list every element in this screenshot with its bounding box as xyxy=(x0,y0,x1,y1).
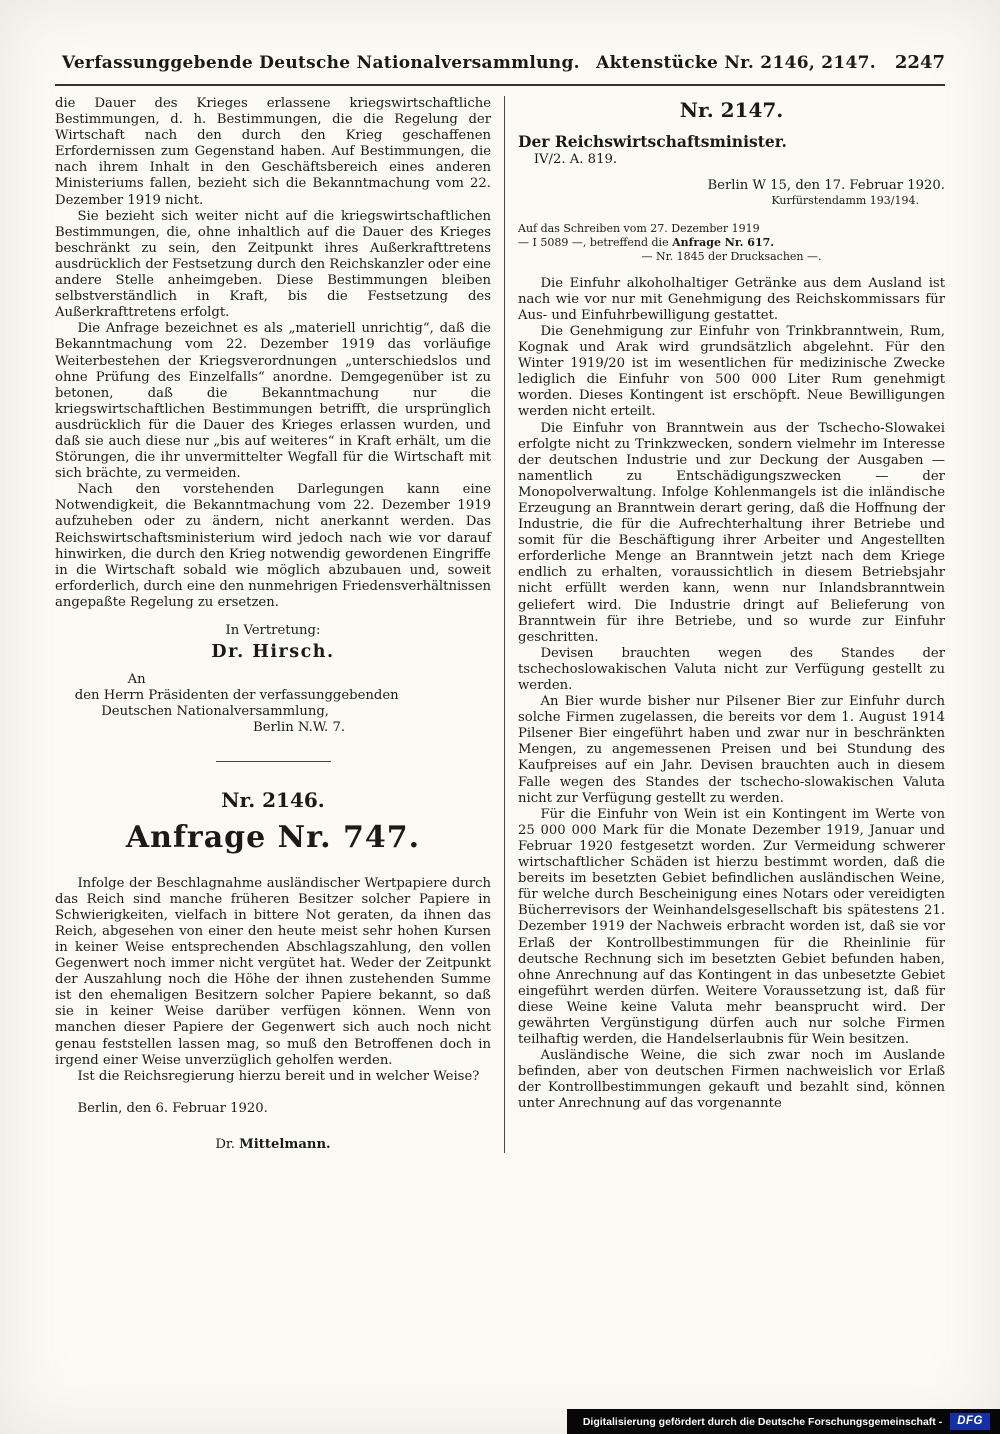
signature-capacity: In Vertretung: xyxy=(225,623,321,638)
paragraph: Infolge der Beschlagnahme ausländischer Wertpapiere durch das Reich sind manche früheren Besitzer solcher Papiere in Schwierigkeiten, vielfach in bittere Not geraten, da ihnen das Reich, abgesehen von einer den heute meist sehr hohen Kursen in keiner Weise entsprechenden Abschlagszahlung, den vollen Gegenwert noch immer nicht vergütet hat. Weder der Zeitpunkt der Auszahlung noch die Höhe der ihnen zustehenden Summe ist den ehemaligen Besitzern solcher Papiere bekannt, so daß sie in keiner Weise darüber verfügen können. Wenn von manchen dieser Papiere der Gegenwert sich auch noch nicht genau feststellen lassen mag, so muß den Betroffenen doch in irgend einer Weise unverzüglich geholfen werden. xyxy=(55,875,491,1068)
sender-title: Der Reichswirtschaftsminister. xyxy=(518,132,787,151)
section-divider xyxy=(216,761,331,762)
right-column xyxy=(505,96,945,1153)
paragraph: Die Genehmigung zur Einfuhr von Trinkbranntwein, Rum, Kognak und Arak wird grundsätzlich abgelehnt. Für den Winter 1919/20 ist im wesentlichen für medizinische Zwecke lediglich die Einfuhr von 500 000 Liter Rum genehmigt worden. Dieses Kontingent ist erschöpft. Neue Bewilligungen werden nicht erteilt. xyxy=(518,323,945,420)
place-date-line: Berlin W 15, den 17. Februar 1920. xyxy=(707,178,945,194)
file-reference: IV/2. A. 819. xyxy=(533,152,618,168)
continuation-paragraph: die Dauer des Krieges erlassene kriegswirtschaftliche Bestimmungen, d. h. Bestimmungen, die die Regelung der Wirtschaft nach den durch den Krieg geschaffenen Erfordernissen zum Gegenstand haben. Auf Bestimmungen, die nach ihrem Inhalt in den Geschäftsbereich eines anderen Ministeriums fallen, bezieht sich die Bekanntmachung vom 22. Dezember 1919 nicht. xyxy=(55,96,491,208)
signatory-name: Dr. Mittelmann. xyxy=(215,1136,331,1152)
address-line: den Herrn Präsidenten der verfassunggebenden xyxy=(74,688,399,704)
section-number-heading: Nr. 2146. xyxy=(221,787,325,812)
dfg-logo: DFG xyxy=(950,1413,990,1430)
page-number: 2247 xyxy=(894,52,945,73)
reference-line: — I 5089 —, betreffend die Anfrage Nr. 617. xyxy=(518,236,775,250)
paragraph: Nach den vorstehenden Darlegungen kann eine Notwendigkeit, die Bekanntmachung vom 22. Dezember 1919 aufzuheben oder zu ändern, nicht anerkannt werden. Das Reichswirtschaftsministerium wird jedoch nach wie vor darauf hinwirken, die durch den Krieg notwendig gewordenen Eingriffe in die Wirtschaft sobald wie möglich abzubauen und, soweit erforderlich, durch eine den nunmehrigen Friedensverhältnissen angepaßte Regelung zu ersetzen. xyxy=(55,482,491,610)
anfrage-heading: Anfrage Nr. 747. xyxy=(125,819,421,855)
paragraph: Ist die Reichsregierung hierzu bereit und in welcher Weise? xyxy=(77,1068,480,1084)
paragraph: Die Einfuhr von Branntwein aus der Tschecho-Slowakei erfolgte nicht zu Trinkzwecken, sondern vielmehr im Interesse der deutschen Industrie und zur Deckung der Ausgaben — namentlich zu Entschädigungszwecken — der Monopolverwaltung. Infolge Kohlenmangels ist die inländische Erzeugung an Branntwein derart gering, daß die Hoffnung der Industrie, die für die Aufrechterhaltung ihrer Betriebe und somit für die Beschäftigung ihrer Arbeiter und Angestellten erforderliche Menge an Branntwein jetzt nach dem Kriege endlich zu erhalten, voraussichtlich in diesem Betriebsjahr nicht erfüllt werden kann, wenn nur Inlandsbranntwein geliefert wird. Die Industrie dringt auf Belieferung von Branntwein für ihre Betriebe, und so wurde zur Einfuhr geschritten. xyxy=(518,420,945,645)
address-line: Kurfürstendamm 193/194. xyxy=(771,194,919,208)
paragraph: Sie bezieht sich weiter nicht auf die kriegswirtschaftlichen Bestimmungen, die, ohne inhaltlich auf die Dauer des Krieges beschränkt zu sein, den Zeitpunkt ihres Außerkrafttretens ausdrücklich der Festsetzung durch den Reichskanzler oder eine andere Stelle anheimgeben. Diese Bestimmungen bleiben selbstverständlich in Kraft, bis die Festsetzung des Außerkrafttretens erfolgt. xyxy=(55,208,491,321)
paragraph: Ausländische Weine, die sich zwar noch im Auslande befinden, aber von deutschen Firmen nachweislich vor Erlaß der Kontrollbestimmungen gekauft und bezahlt sind, können unter Anrechnung auf das vorgenannte xyxy=(518,1048,945,1112)
paragraph: Die Anfrage bezeichnet es als „materiell unrichtig“, daß die Bekanntmachung vom 22. Dezember 1919 das vorläufige Weiterbestehen der Kriegsverordnungen „unterschiedslos und ohne Prüfung des Einzelfalls“ anordne. Demgegenüber ist zu betonen, daß die Bekanntmachung nur die kriegswirtschaftlichen Bestimmungen betrifft, die ursprünglich ausdrücklich für die Dauer des Krieges erlassen wurden, und daß sie auch diese nur „bis auf weiteres“ in Kraft erhält, um die Störungen, die ihr unvermittelter Wegfall für die Wirtschaft mit sich brächte, zu vermeiden. xyxy=(55,321,491,482)
signatory-name: Dr. Hirsch. xyxy=(211,642,335,663)
paragraph: Für die Einfuhr von Wein ist ein Kontingent im Werte von 25 000 000 Mark für die Monate Dezember 1919, Januar und Februar 1920 festgesetzt worden. Zur Vermeidung schwerer wirtschaftlicher Schäden ist hierzu bestimmt worden, daß die bereits im besetzten Gebiet befindlichen ausländischen Weine, für welche durch Bescheinigung eines Notars oder vereidigten Bücherrevisors der Weinhandelsgesellschaft bis spätestens 21. Dezember 1919 der Nachweis erbracht worden ist, daß sie vor Erlaß der Kontrollbestimmungen für die Rheinlinie für deutsche Rechnung sich im besetzten Gebiet befunden haben, ohne Anrechnung auf das Kontingent in das unbesetzte Gebiet eingeführt werden dürfen. Weitere Voraussetzung ist, daß für diese Weine keine Valuta mehr beansprucht wird. Der gewährten Vergünstigung dürfen auch nur solche Firmen teilhaftig werden, die Handelserlaubnis für Wein besitzen. xyxy=(518,806,945,1048)
address-line: Berlin N.W. 7. xyxy=(253,720,346,736)
journal-title-line xyxy=(55,53,883,73)
reference-line: — Nr. 1845 der Drucksachen —. xyxy=(641,249,822,263)
digitization-credit-text: Digitalisierung gefördert durch die Deutsche Forschungsgemeinschaft - xyxy=(582,1415,943,1428)
left-column xyxy=(55,96,504,1153)
page-header xyxy=(55,52,945,73)
section-number-heading: Nr. 2147. xyxy=(679,98,784,122)
header-rule xyxy=(55,84,945,86)
aktenstuecke-label: Aktenstücke Nr. 2146, 2147. xyxy=(596,53,876,73)
two-column-body xyxy=(55,96,945,1153)
paragraph: Devisen brauchten wegen des Standes der tschechoslowakischen Valuta nicht zur Verfügung gestellt zu werden. xyxy=(518,645,945,694)
address-line: Deutschen Nationalversammlung, xyxy=(101,704,329,720)
paragraph: An Bier wurde bisher nur Pilsener Bier zur Einfuhr durch solche Firmen zugelassen, die bereits vor dem 1. August 1914 Pilsener Bier eingeführt haben und zwar nur in beschränkten Mengen, zu angemessenen Preisen und bei Stundung des Kaufpreises auf ein Jahr. Devisen brauchten auch in diesem Falle wegen des Standes der tschecho-slowakischen Valuta nicht zur Verfügung gestellt zu werden. xyxy=(518,694,945,806)
digitization-footer xyxy=(567,1409,1000,1434)
reference-line: Auf das Schreiben vom 27. Dezember 1919 xyxy=(518,222,760,236)
paragraph: Die Einfuhr alkoholhaltiger Getränke aus dem Ausland ist nach wie vor nur mit Genehmigung des Reichskommissars für Aus- und Einfuhrbewilligung gestattet. xyxy=(518,275,945,323)
journal-title: Verfassunggebende Deutsche Nationalversammlung. xyxy=(61,53,580,73)
date-line: Berlin, den 6. Februar 1920. xyxy=(77,1100,268,1116)
address-line: An xyxy=(127,672,146,688)
